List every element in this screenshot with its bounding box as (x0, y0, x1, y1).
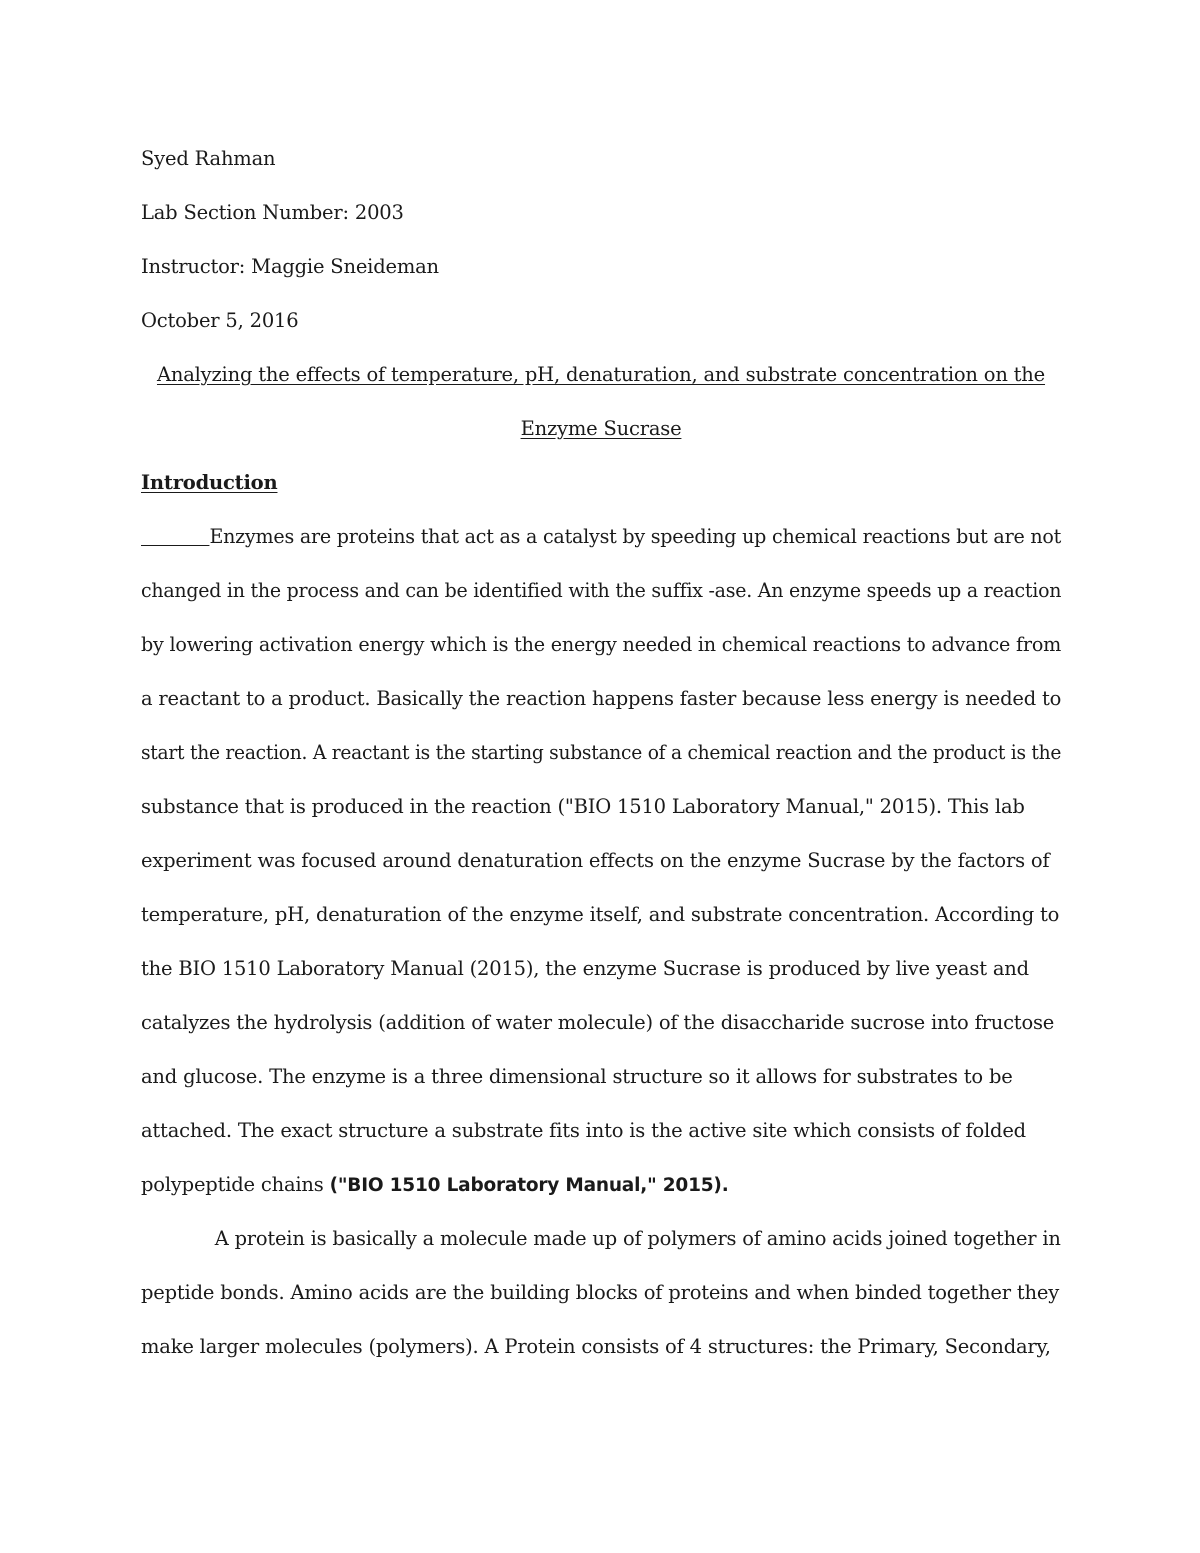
intro-p1-line-10: catalyzes the hydrolysis (addition of water molecule) of the disaccharide sucrose into fructose (141, 1011, 1055, 1034)
intro-p1-line-12: attached. The exact structure a substrate fits into is the active site which consists of folded (141, 1119, 1026, 1142)
intro-p1-line-13 (141, 1158, 1061, 1212)
intro-p1-line-11: and glucose. The enzyme is a three dimensional structure so it allows for substrates to be (141, 1065, 1013, 1088)
intro-p1-text-1: Enzymes are proteins that act as a catalyst by speeding up chemical reactions but are not (209, 525, 1062, 548)
title-line-1 (141, 348, 1061, 402)
title-text-1: Analyzing the effects of temperature, pH, denaturation, and substrate concentration on the (156, 363, 1046, 386)
intro-p1-line-7: experiment was focused around denaturation effects on the enzyme Sucrase by the factors of (141, 849, 1050, 872)
intro-p1-line-6: substance that is produced in the reaction ("BIO 1510 Laboratory Manual," 2015). This lab (141, 795, 1025, 818)
intro-p1-line-2: changed in the process and can be identified with the suffix -ase. An enzyme speeds up a reaction (141, 579, 1062, 602)
intro-p2-line-1 (141, 1212, 1061, 1266)
indent-blank-line (141, 544, 209, 546)
citation: ("BIO 1510 Laboratory Manual," 2015). (329, 1175, 729, 1196)
lab-section: Lab Section Number: 2003 (141, 201, 404, 224)
intro-p1-line-5: start the reaction. A reactant is the starting substance of a chemical reaction and the product is the (141, 741, 1062, 764)
instructor: Instructor: Maggie Sneideman (141, 255, 439, 278)
intro-p1-line-4: a reactant to a product. Basically the reaction happens faster because less energy is needed to (141, 687, 1062, 710)
document-page (141, 132, 1061, 1374)
intro-p1-line-8: temperature, pH, denaturation of the enzyme itself, and substrate concentration. According to (141, 903, 1060, 926)
introduction-heading: Introduction (141, 471, 278, 494)
intro-p2-line-2: peptide bonds. Amino acids are the building blocks of proteins and when binded together they (141, 1281, 1060, 1304)
intro-p1-line-1 (141, 510, 1062, 564)
intro-p1-line-3: by lowering activation energy which is the energy needed in chemical reactions to advance from (141, 633, 1062, 656)
title-line-2 (141, 402, 1061, 456)
intro-p2-text-1: A protein is basically a molecule made up of polymers of amino acids joined together in (214, 1227, 1061, 1250)
title-text-2: Enzyme Sucrase (520, 417, 682, 440)
report-date: October 5, 2016 (141, 309, 299, 332)
intro-p1-line-9: the BIO 1510 Laboratory Manual (2015), the enzyme Sucrase is produced by live yeast and (141, 957, 1029, 980)
introduction-heading-line (141, 456, 1061, 510)
intro-p1-text-13: polypeptide chains (141, 1173, 330, 1196)
intro-p2-line-3: make larger molecules (polymers). A Protein consists of 4 structures: the Primary, Secondary, (141, 1335, 1051, 1358)
author-name: Syed Rahman (141, 147, 276, 170)
